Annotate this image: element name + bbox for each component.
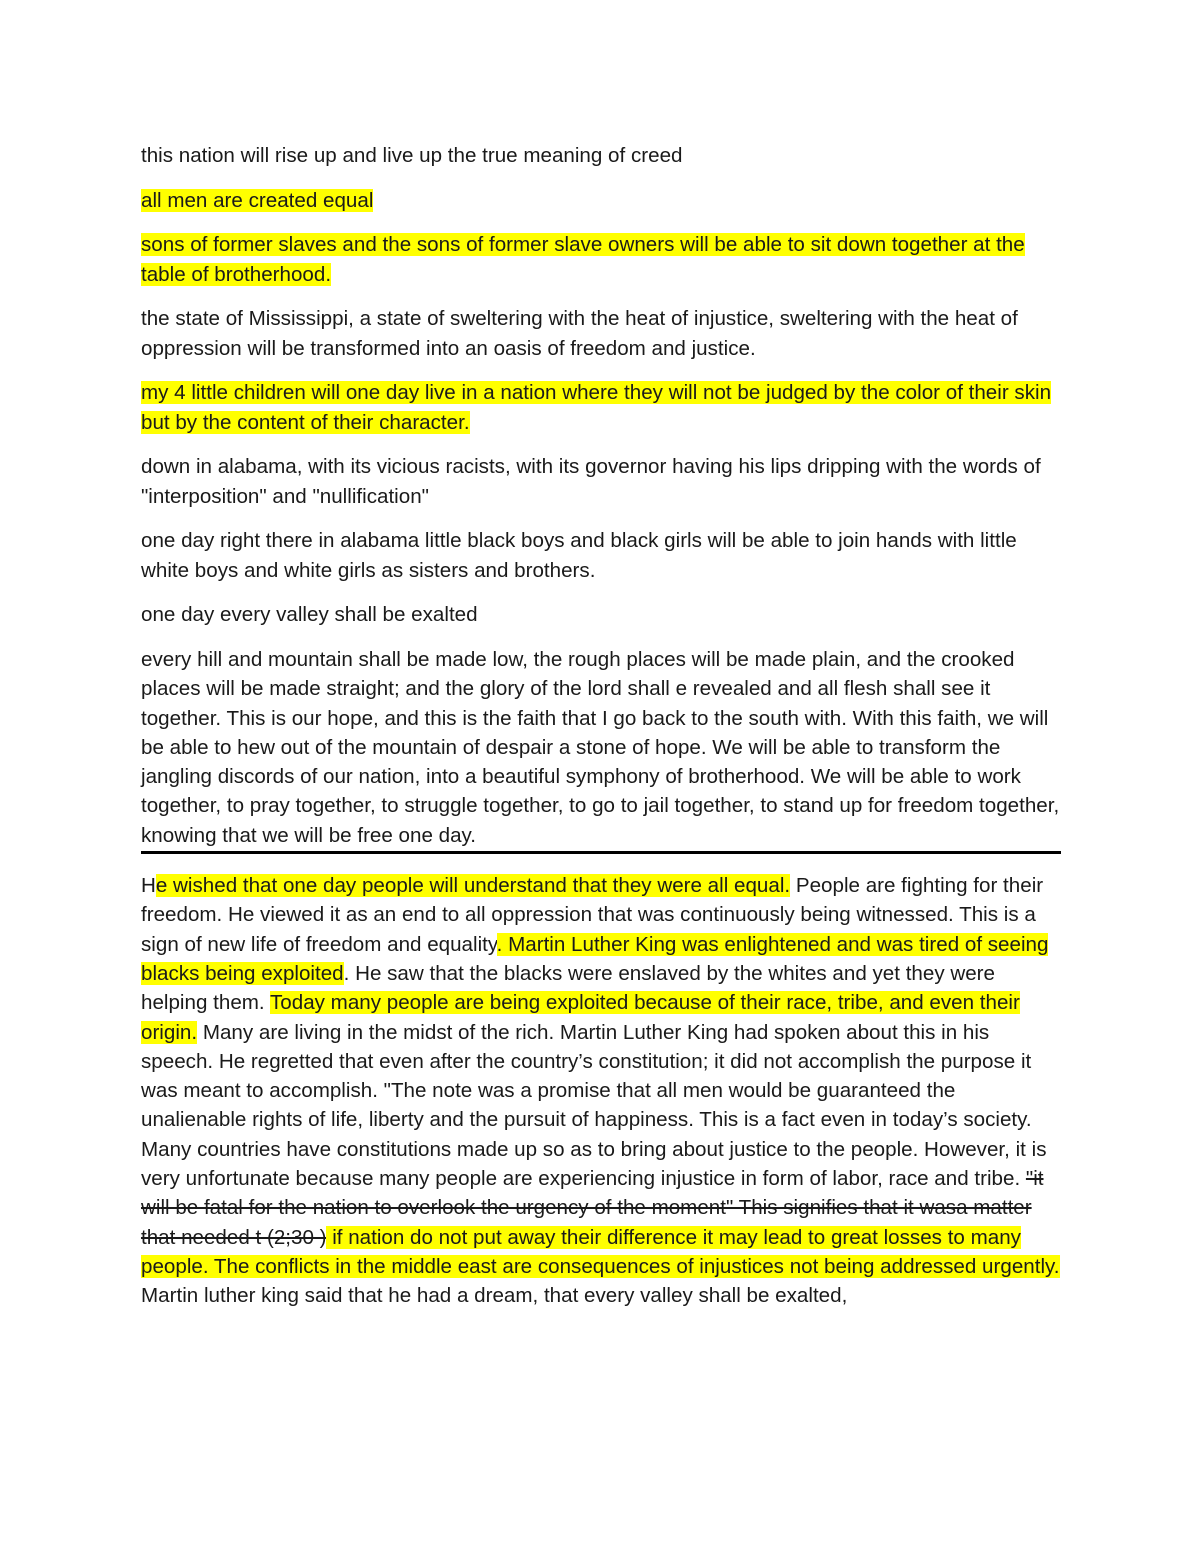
paragraph — [141, 452, 1061, 511]
highlighted-text: . Martin Luther King was enlightened and was tired of seeing blacks being exploited — [141, 932, 1049, 985]
paragraph-text: down in alabama, with its vicious racists, with its governor having his lips dripping with the words of "interposition" and "nullification" — [141, 455, 1041, 508]
paragraph-text: the state of Mississippi, a state of sweltering with the heat of injustice, sweltering with the heat of oppression will be transformed into an oasis of freedom and justice. — [141, 307, 1018, 360]
paragraph-text: every hill and mountain shall be made low, the rough places will be made plain, and the crooked places will be made straight; and the glory of the lord shall e revealed and all flesh shall see it together. This is our hope, and this is the faith that I go back to the south with. With this faith, we will be able to hew out of the mountain of despair a stone of hope. We will be able to transform the jangling discords of our nation, into a beautiful symphony of brotherhood. We will be able to work together, to pray together, to struggle together, to go to jail together, to stand up for freedom together, knowing that we will be free one day. — [141, 647, 1060, 847]
paragraph — [141, 304, 1061, 363]
essay-text: . He saw that the blacks were enslaved by the whites and yet they were helping them. — [141, 961, 995, 1015]
paragraph — [141, 645, 1061, 850]
paragraph-text: one day every valley shall be exalted — [141, 603, 478, 627]
paragraph — [141, 378, 1061, 437]
paragraph-text: one day right there in alabama little black boys and black girls will be able to join hands with little white boys and white girls as sisters and brothers. — [141, 529, 1017, 582]
struck-through-text: "it will be fatal for the nation to overlook the urgency of the moment" This signifies that it wasa matter that needed t (2;30 ) — [141, 1167, 1044, 1249]
paragraph — [141, 141, 1061, 170]
highlighted-text: if nation do not put away their difference it may lead to great losses to many people. The conflicts in the middle east are consequences of injustices not being addressed urgently. — [141, 1225, 1060, 1278]
paragraph — [141, 600, 1061, 629]
essay-paragraph — [141, 871, 1061, 1310]
essay-text: Martin luther king said that he had a dream, that every valley shall be exalted, — [141, 1284, 848, 1308]
highlighted-text: sons of former slaves and the sons of former slave owners will be able to sit down together at the table of brotherhood. — [141, 233, 1025, 286]
highlighted-text: e wished that one day people will understand that they were all equal. — [155, 874, 791, 898]
paragraph — [141, 526, 1061, 585]
essay-text: H — [141, 874, 156, 898]
horizontal-rule — [141, 851, 1061, 854]
highlighted-text: Today many people are being exploited because of their race, tribe, and even their origin. — [141, 991, 1020, 1044]
paragraph-text: this nation will rise up and live up the true meaning of creed — [141, 144, 683, 167]
essay-text: People are fighting for their freedom. He viewed it as an end to all oppression that was continuously being witnessed. This is a sign of new life of freedom and equality — [141, 874, 1044, 956]
paragraph — [141, 230, 1061, 289]
document-body — [141, 141, 1061, 1326]
highlighted-text: my 4 little children will one day live in a nation where they will not be judged by the color of their skin but by the content of their character. — [141, 381, 1052, 434]
paragraph — [141, 186, 1061, 215]
highlighted-text: all men are created equal — [141, 188, 374, 212]
essay-text: Many are living in the midst of the rich. Martin Luther King had spoken about this in his speech. He regretted that even after the country’s constitution; it did not accomplish the purpose it was meant to accomplish. "The note was a promise that all men would be guaranteed the unalienable rights of life, liberty and the pursuit of happiness. This is a fact even in today’s society. Many countries have constitutions made up so as to bring about justice to the people. However, it is very unfortunate because many people are experiencing injustice in form of labor, race and tribe. — [141, 1020, 1047, 1191]
